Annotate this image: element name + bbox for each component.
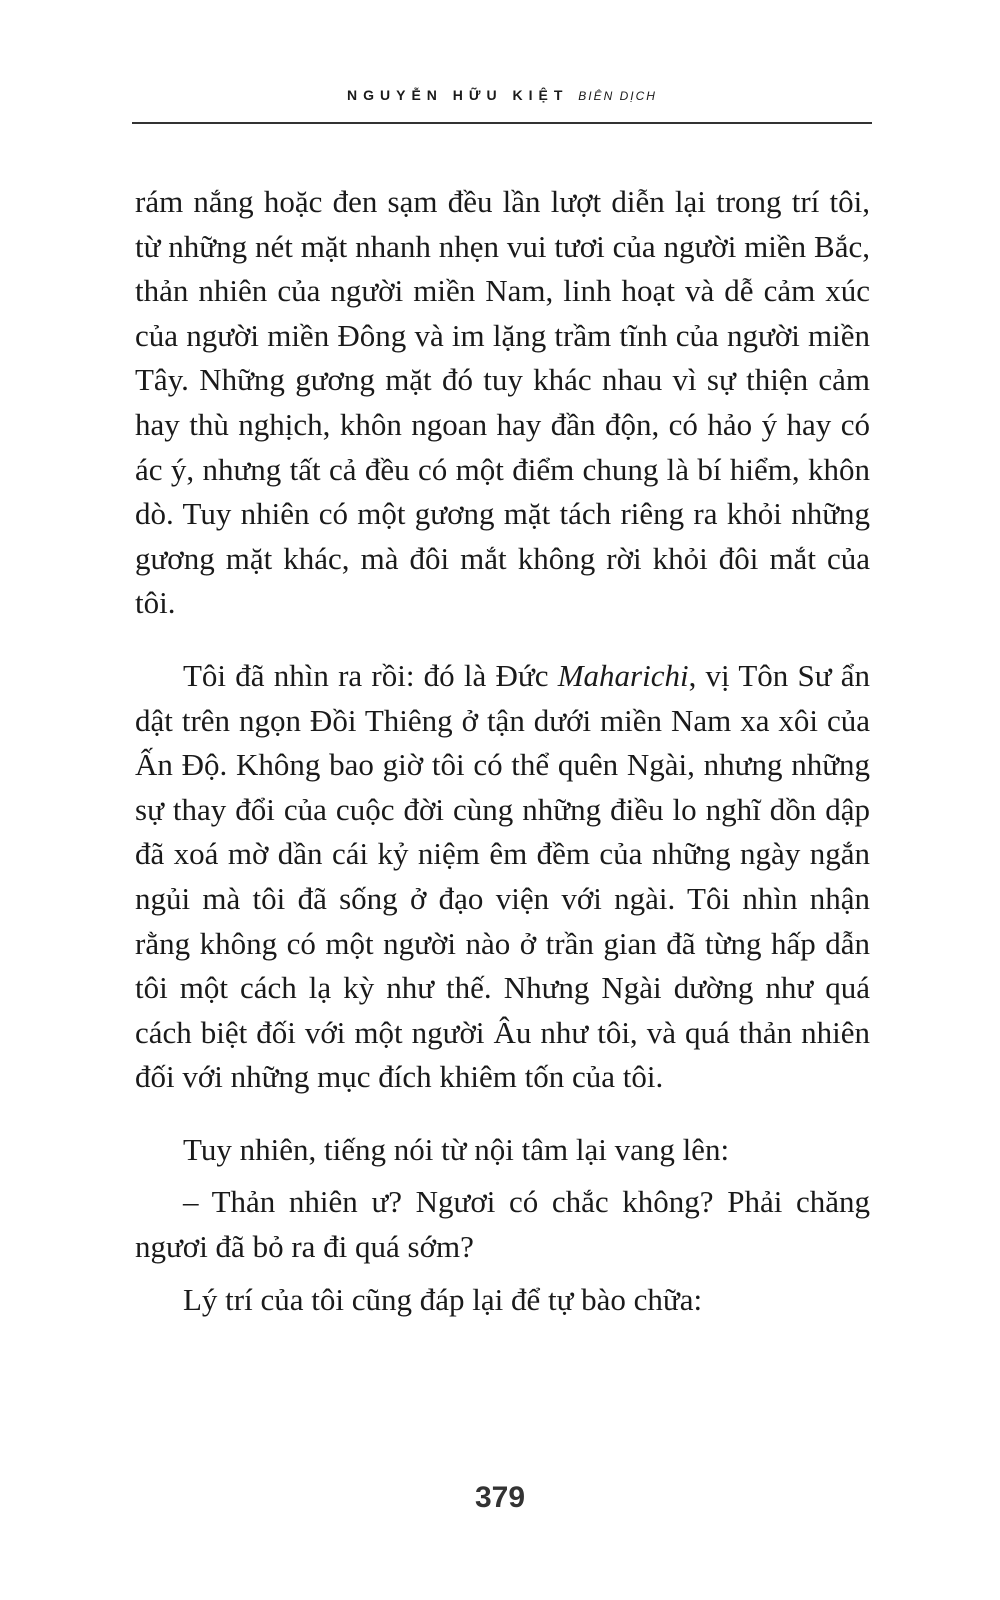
paragraph-maharichi-start: Tôi đã nhìn ra rồi: đó là Đức bbox=[183, 657, 558, 693]
paragraph-inner-voice: Tuy nhiên, tiếng nói từ nội tâm lại vang lên: bbox=[183, 1131, 730, 1167]
header-line bbox=[132, 84, 872, 107]
running-header bbox=[132, 84, 872, 124]
page-number: 379 bbox=[474, 1481, 526, 1514]
paragraph-dialogue: – Thản nhiên ư? Ngươi có chắc không? Phải chăng ngươi đã bỏ ra đi quá sớm? bbox=[135, 1184, 870, 1265]
paragraph-maharichi-end: , vị Tôn Sư ẩn dật trên ngọn Đồi Thiêng ở tận dưới miền Nam xa xôi của Ấn Độ. Không bao giờ tôi có thể quên Ngài, nhưng những sự thay đổi của cuộc đời cùng những điều lo nghĩ dồn dập đã xoá mờ dần cái kỷ niệm êm đềm của những ngày ngắn ngủi mà tôi đã sống ở đạo viện với ngài. Tôi nhìn nhận rằng không có một người nào ở trần gian đã từng hấp dẫn tôi một cách lạ kỳ như thế. Nhưng Ngài dường như quá cách biệt đối với một người Âu như tôi, và quá thản nhiên đối với những mục đích khiêm tốn của tôi. bbox=[135, 657, 871, 1095]
header-author: NGUYỄN HỮU KIỆT bbox=[347, 87, 569, 103]
page-body bbox=[135, 180, 870, 1322]
paragraph-reason: Lý trí của tôi cũng đáp lại để tự bào chữa: bbox=[183, 1281, 703, 1317]
paragraph-maharichi bbox=[135, 654, 870, 1100]
header-role: BIÊN DỊCH bbox=[578, 89, 657, 103]
paragraph-continuation: rám nắng hoặc đen sạm đều lần lượt diễn lại trong trí tôi, từ những nét mặt nhanh nhẹn vui tươi của người miền Bắc, thản nhiên của người miền Nam, linh hoạt và dễ cảm xúc của người miền Đông và im lặng trầm tĩnh của người miền Tây. Những gương mặt đó tuy khác nhau vì sự thiện cảm hay thù nghịch, khôn ngoan hay đần độn, có hảo ý hay có ác ý, nhưng tất cả đều có một điểm chung là bí hiểm, khôn dò. Tuy nhiên có một gương mặt tách riêng ra khỏi những gương mặt khác, mà đôi mắt không rời khỏi đôi mắt của tôi. bbox=[135, 184, 870, 621]
maharichi-emphasis: Maharichi bbox=[557, 657, 689, 693]
